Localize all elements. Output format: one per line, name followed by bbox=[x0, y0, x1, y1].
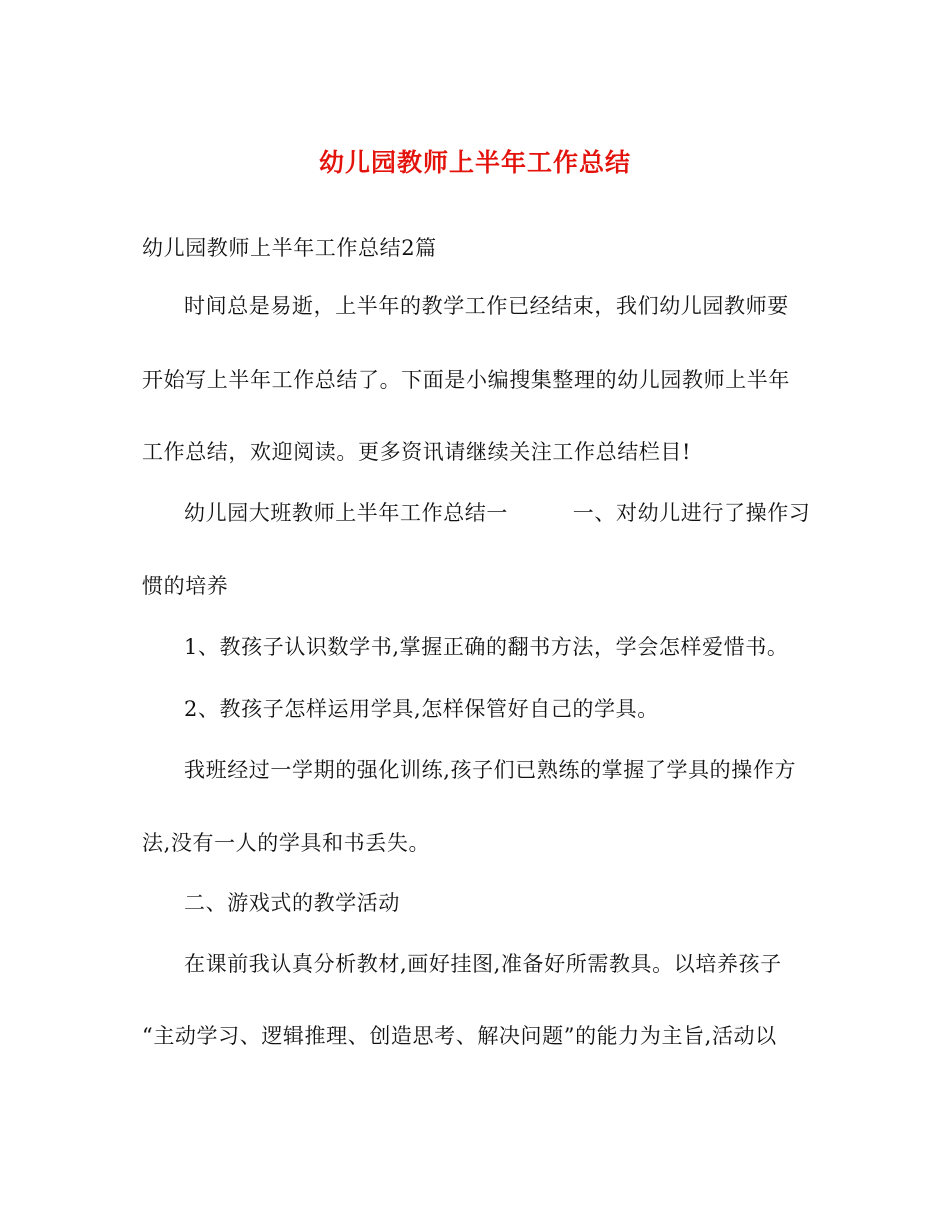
paragraph-line: 我班经过一学期的强化训练,孩子们已熟练的掌握了学具的操作方 bbox=[184, 758, 797, 782]
paragraph-line: 法,没有一人的学具和书丢失。 bbox=[142, 831, 431, 855]
paragraph-line: “主动学习、逻辑推理、创造思考、解决问题”的能力为主旨,活动以 bbox=[142, 1024, 777, 1048]
list-item: 2、教孩子怎样运用学具,怎样保管好自己的学具。 bbox=[184, 697, 659, 721]
paragraph-line: 在课前我认真分析教材,画好挂图,准备好所需教具。以培养孩子 bbox=[184, 952, 782, 976]
paragraph-line: 时间总是易逝，上半年的教学工作已经结束，我们幼儿园教师要 bbox=[184, 294, 789, 318]
document-title: 幼儿园教师上半年工作总结 bbox=[318, 148, 631, 177]
section-heading: 二、游戏式的教学活动 bbox=[184, 891, 400, 915]
paragraph-line: 开始写上半年工作总结了。下面是小编搜集整理的幼儿园教师上半年 bbox=[142, 368, 790, 392]
paragraph-line: 惯的培养 bbox=[142, 574, 229, 598]
list-item: 1、教孩子认识数学书,掌握正确的翻书方法，学会怎样爱惜书。 bbox=[184, 635, 789, 659]
document-subtitle: 幼儿园教师上半年工作总结2篇 bbox=[142, 236, 437, 260]
paragraph-line: 工作总结，欢迎阅读。更多资讯请继续关注工作总结栏目! bbox=[142, 440, 692, 464]
paragraph-line: 幼儿园大班教师上半年工作总结一 一、对幼儿进行了操作习 bbox=[184, 501, 811, 525]
